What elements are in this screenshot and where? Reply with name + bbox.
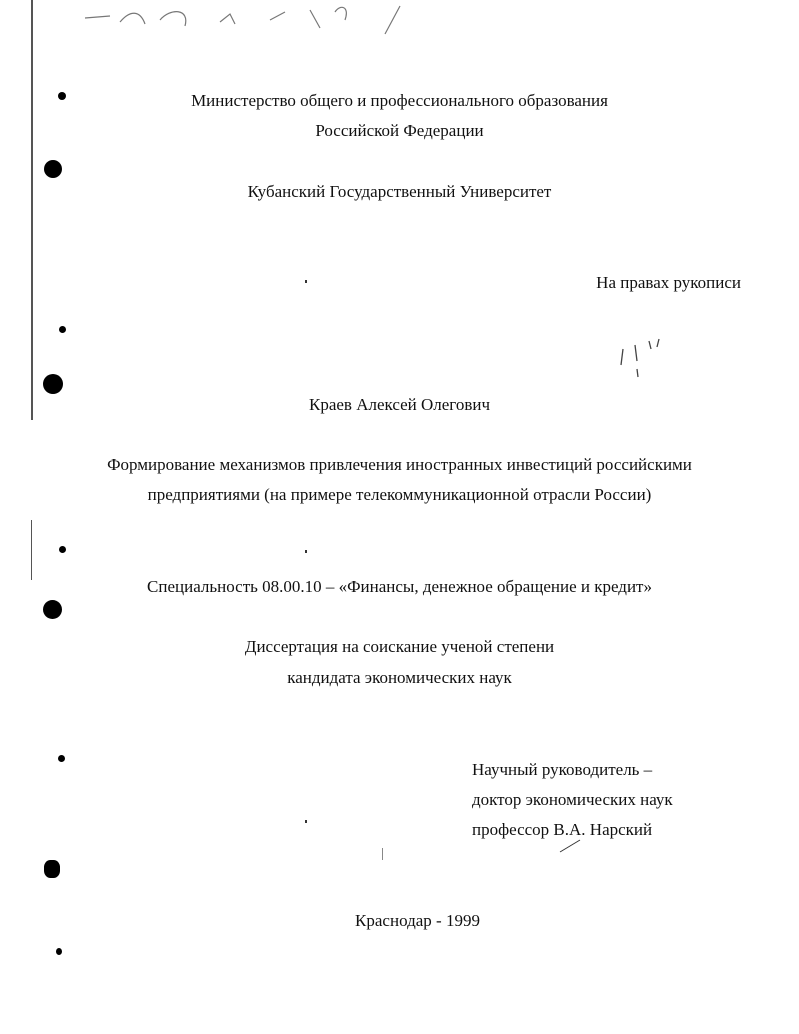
handwritten-mark bbox=[615, 335, 665, 380]
author-name: Краев Алексей Олегович bbox=[308, 395, 491, 414]
binding-edge-line bbox=[31, 0, 33, 420]
pen-stroke-mark bbox=[556, 836, 586, 856]
punch-hole-3 bbox=[59, 326, 66, 333]
degree-line-1: Диссертация на соискание ученой степени bbox=[244, 637, 555, 656]
supervisor-name: профессор В.А. Нарский bbox=[472, 820, 653, 839]
binding-edge-mark bbox=[31, 520, 32, 580]
punch-hole-8 bbox=[44, 860, 60, 878]
degree-line-2: кандидата экономических наук bbox=[287, 668, 512, 687]
thesis-title-line-2: предприятиями (на примере телекоммуникационной отрасли России) bbox=[147, 485, 652, 504]
handwritten-archive-number bbox=[80, 0, 420, 40]
punch-hole-5 bbox=[59, 546, 66, 553]
supervisor-degree: доктор экономических наук bbox=[472, 790, 673, 809]
federation-line: Российской Федерации bbox=[315, 121, 484, 140]
punch-hole-9 bbox=[56, 948, 62, 955]
manuscript-note: На правах рукописи bbox=[596, 273, 741, 292]
scan-speck bbox=[382, 848, 383, 860]
scan-speck bbox=[305, 550, 307, 553]
scan-speck bbox=[305, 280, 307, 283]
supervisor-role: Научный руководитель – bbox=[472, 760, 653, 779]
punch-hole-7 bbox=[58, 755, 65, 762]
punch-hole-2 bbox=[44, 160, 62, 178]
punch-hole-4 bbox=[43, 374, 63, 394]
scan-speck bbox=[305, 820, 307, 823]
punch-hole-6 bbox=[43, 600, 62, 619]
ministry-line: Министерство общего и профессионального образования bbox=[191, 91, 608, 110]
place-year: Краснодар - 1999 bbox=[355, 911, 480, 930]
university-line: Кубанский Государственный Университет bbox=[247, 182, 552, 201]
specialty-line: Специальность 08.00.10 – «Финансы, денежное обращение и кредит» bbox=[147, 577, 652, 596]
thesis-title-line-1: Формирование механизмов привлечения иностранных инвестиций российскими bbox=[107, 455, 692, 474]
